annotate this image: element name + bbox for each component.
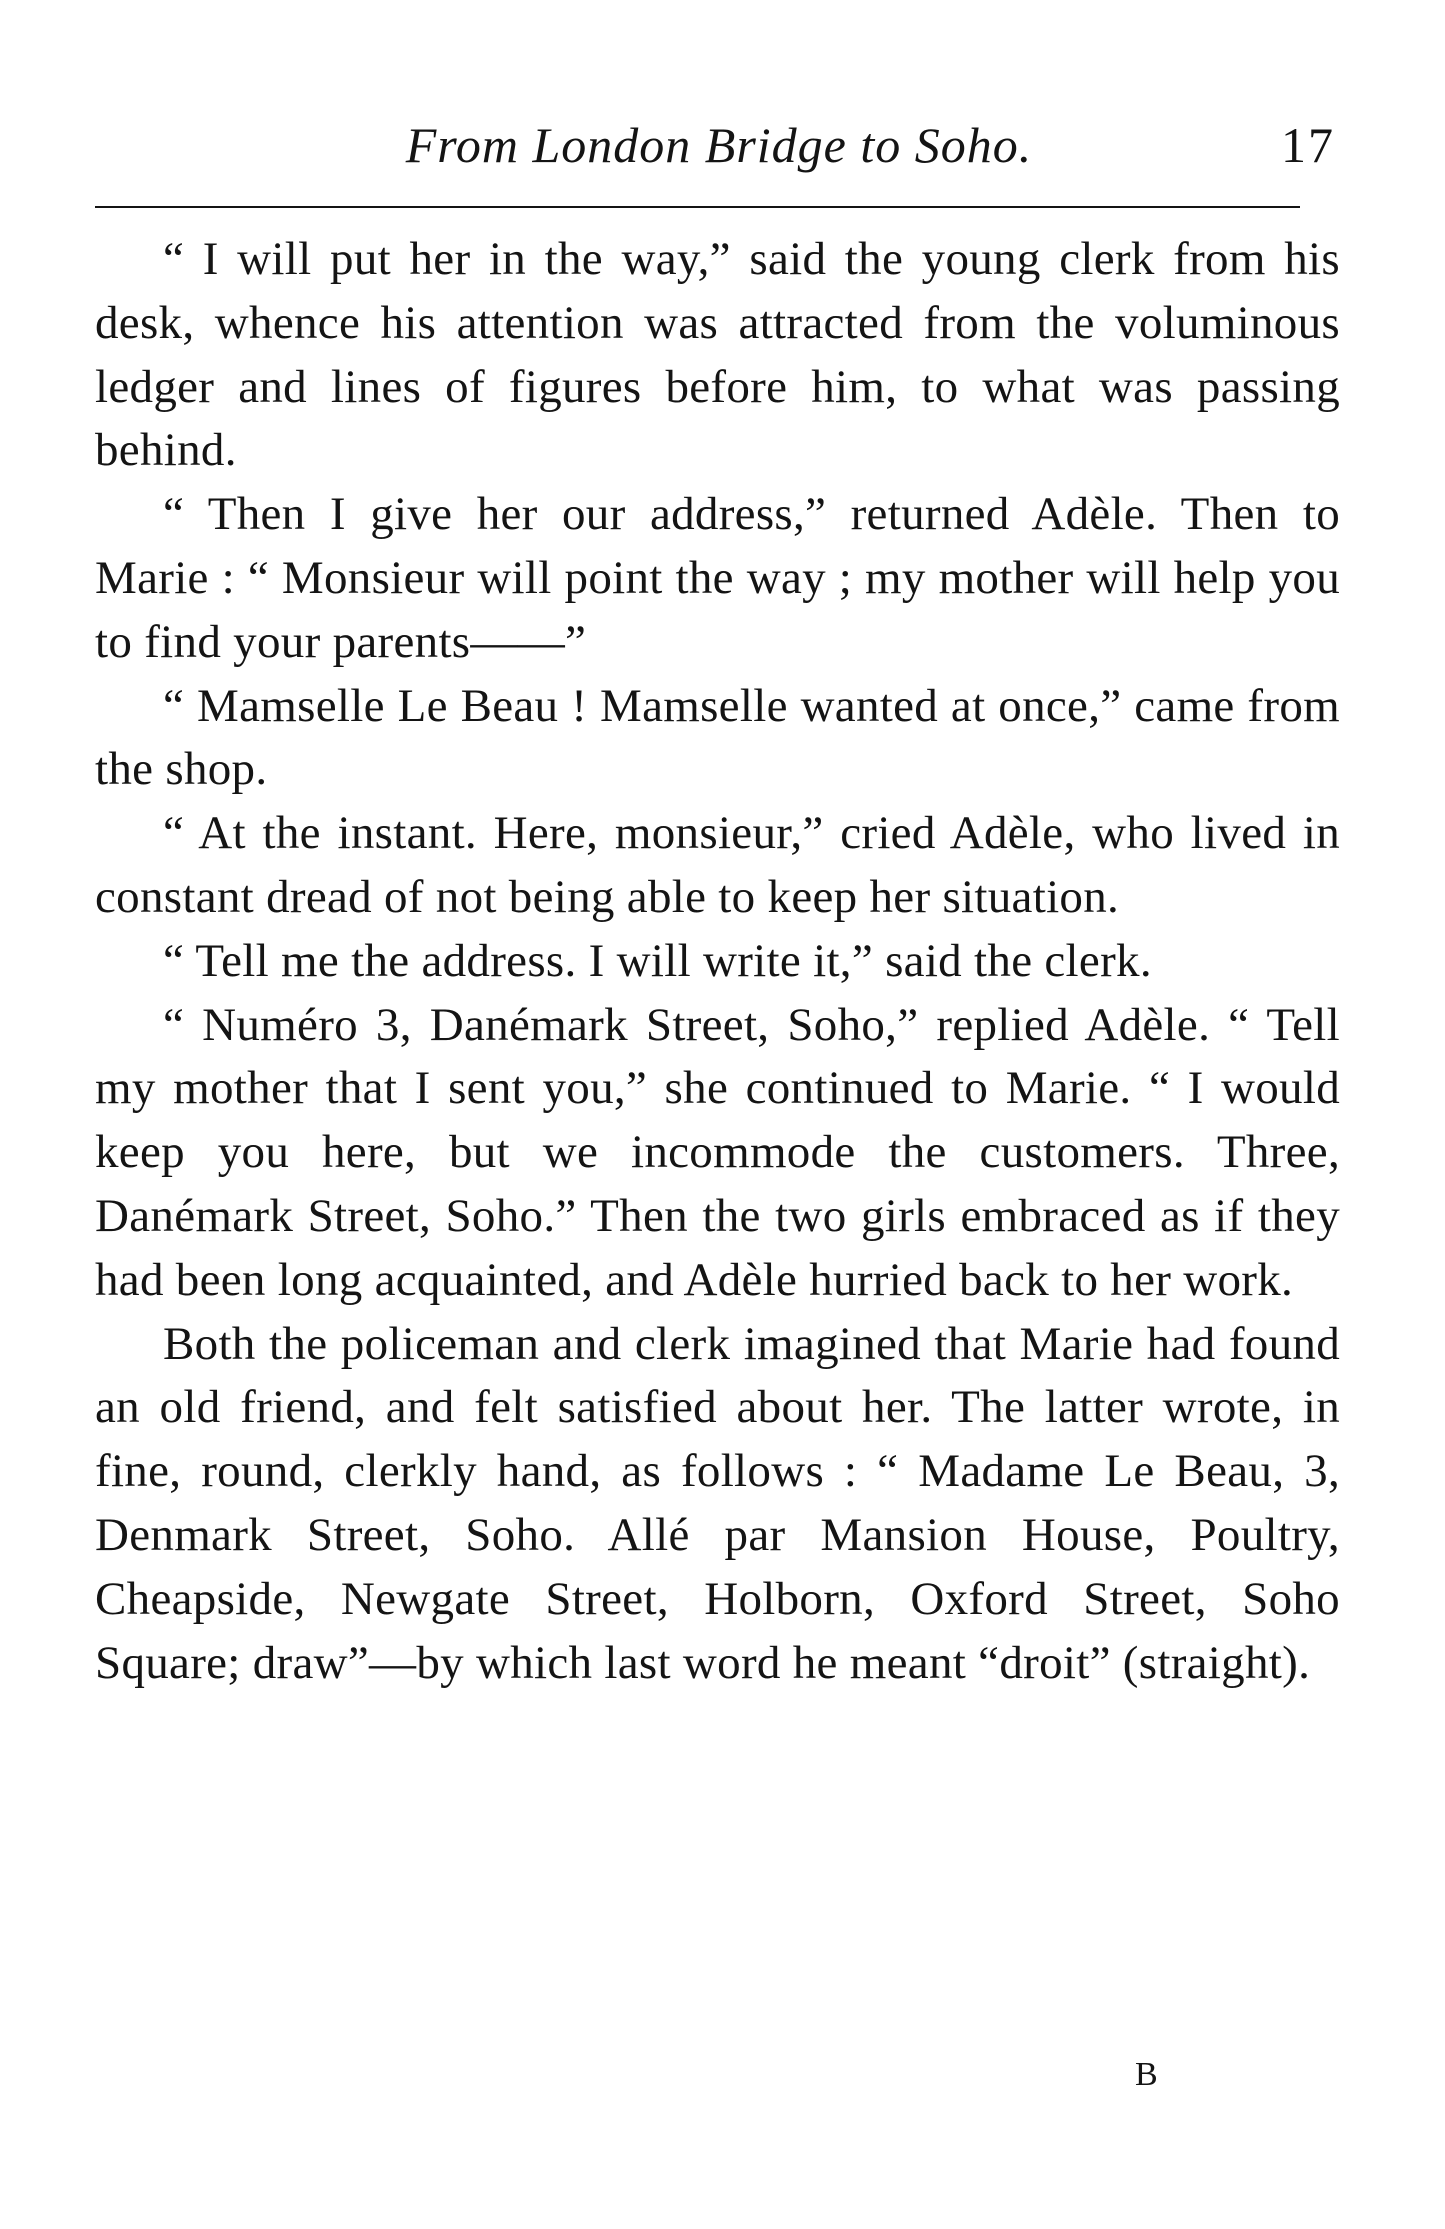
paragraph-3: “ Mamselle Le Beau ! Mamselle wanted at once,” came from the shop. bbox=[95, 679, 1340, 796]
paragraph-1: “ I will put her in the way,” said the young clerk from his desk, whence his attention was attracted from the voluminous ledger and lines of figures before him, to what was passing behind. bbox=[95, 233, 1340, 477]
running-title: From London Bridge to Soho. bbox=[405, 117, 1033, 173]
signature-mark: B bbox=[1135, 2056, 1159, 2093]
paragraph-4: “ At the instant. Here, monsieur,” cried Adèle, who lived in constant dread of not being able to keep her situation. bbox=[95, 807, 1340, 923]
paragraph-2: “ Then I give her our address,” returned Adèle. Then to Marie : “ Monsieur will point the way ; my mother will help you to find your parents——” bbox=[95, 488, 1340, 668]
running-head bbox=[95, 110, 1343, 180]
paragraph-6: “ Numéro 3, Danémark Street, Soho,” replied Adèle. “ Tell my mother that I sent you,” she continued to Marie. “ I would keep you here, but we incommode the customers. Three, Danémark Street, Soho.” Then the two girls embraced as if they had been long acquainted, and Adèle hurried back to her work. bbox=[95, 998, 1340, 1306]
paragraph-5: “ Tell me the address. I will write it,” said the clerk. bbox=[163, 934, 1152, 987]
paragraph-7: Both the policeman and clerk imagined that Marie had found an old friend, and felt satisfied about her. The latter wrote, in fine, round, clerkly hand, as follows : “ Madame Le Beau, 3, Denmark Street, Soho. Allé par Mansion House, Poultry, Cheapside, Newgate Street, Holborn, Oxford Street, Soho Square; draw”—by which last word he meant “droit” (straight). bbox=[95, 1317, 1340, 1689]
body-text bbox=[95, 228, 1340, 1695]
header-rule bbox=[95, 206, 1300, 208]
page-number: 17 bbox=[1281, 117, 1335, 173]
